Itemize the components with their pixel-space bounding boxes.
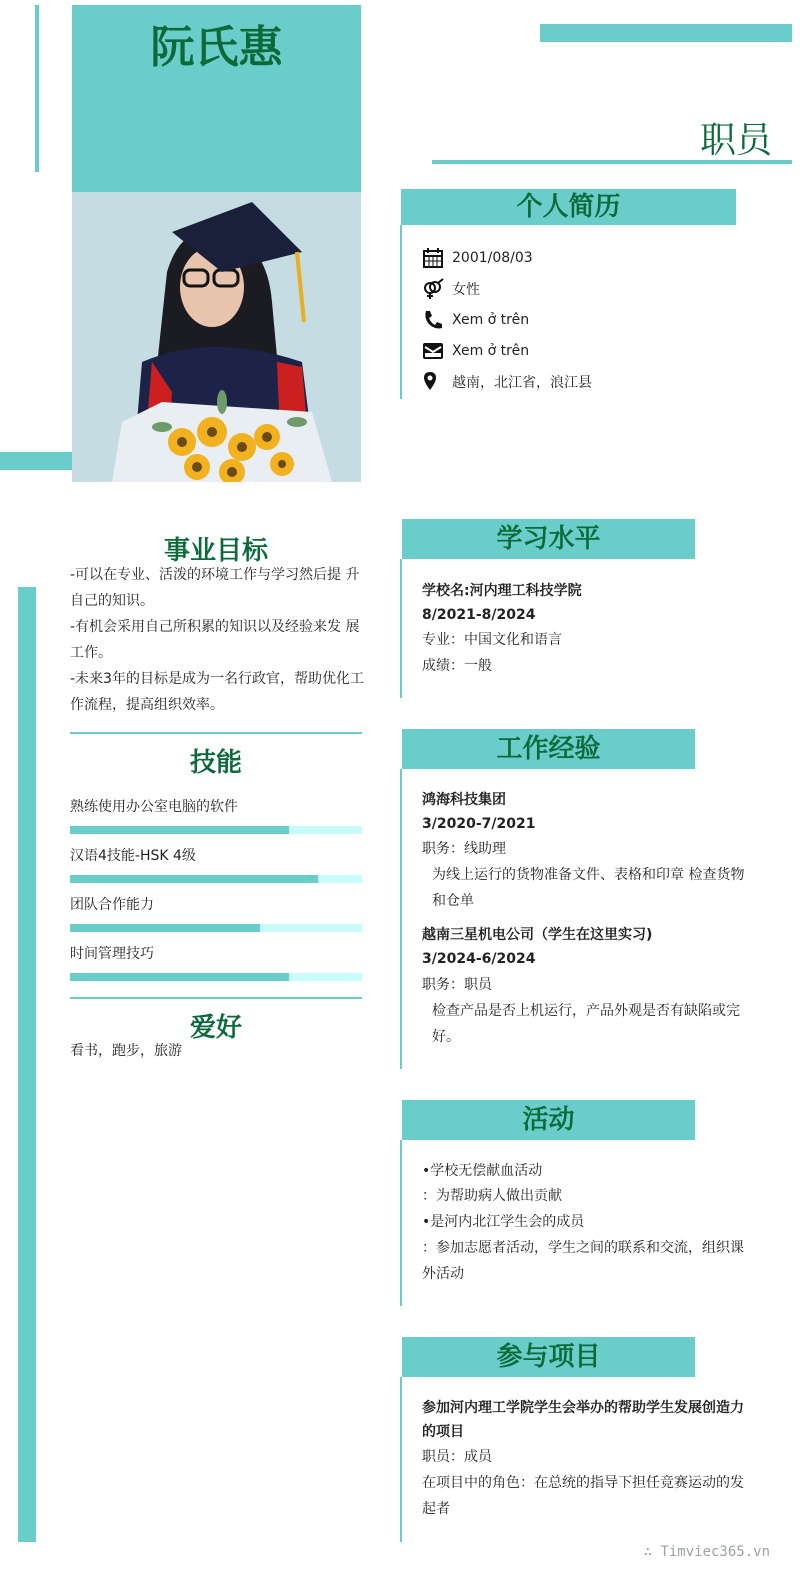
phone-icon bbox=[422, 309, 444, 331]
hobbies-section-title: 爱好 bbox=[189, 1013, 242, 1043]
objective-line-1: -可以在专业、活泼的环境工作与学习然后提 升 bbox=[70, 567, 360, 583]
skill-item bbox=[70, 845, 362, 883]
personal-section-title: 个人简历 bbox=[401, 189, 736, 225]
gender-row bbox=[422, 277, 480, 301]
objective-line-3: -有机会采用自己所积累的知识以及经验来发 展 bbox=[70, 619, 360, 635]
objective-line-4: 工作。 bbox=[70, 645, 112, 661]
job-title: 职员 bbox=[699, 120, 772, 161]
birthday-row bbox=[422, 246, 533, 270]
skill-bar-track bbox=[70, 973, 362, 981]
skills-divider bbox=[70, 997, 362, 999]
job-1-company: 鸿海科技集团 bbox=[422, 792, 506, 808]
skill-item bbox=[70, 894, 362, 932]
decor-top-right-bar bbox=[540, 24, 792, 42]
project-role: 职员：成员 bbox=[422, 1449, 492, 1465]
birthday-value: 2001/08/03 bbox=[452, 250, 533, 266]
objective-line-5: -未来3年的目标是成为一名行政官，帮助优化工 bbox=[70, 671, 364, 687]
education-school: 学校名:河内理工科技学院 bbox=[422, 583, 582, 599]
skills-section-title: 技能 bbox=[189, 748, 242, 778]
education-section-line bbox=[400, 559, 402, 698]
email-value: Xem ở trên bbox=[452, 343, 530, 359]
address-value: 越南，北江省，浪江县 bbox=[452, 375, 592, 391]
address-row bbox=[422, 370, 592, 394]
project-desc-line-2: 起者 bbox=[422, 1501, 450, 1517]
project-name-line-1: 参加河内理工学院学生会举办的帮助学生发展创造力 bbox=[422, 1400, 744, 1416]
skill-item bbox=[70, 943, 362, 981]
education-section-title: 学习水平 bbox=[402, 519, 695, 559]
job-1-role: 职务：线助理 bbox=[422, 841, 506, 857]
profile-photo bbox=[72, 192, 361, 482]
job-1-desc-line-1: 为线上运行的货物准备文件、表格和印章 检查货物 bbox=[432, 867, 745, 883]
name-block bbox=[72, 5, 361, 193]
gender-icon bbox=[422, 278, 444, 300]
activity-line-1: •学校无偿献血活动 bbox=[422, 1163, 543, 1179]
skill-bar-fill bbox=[70, 973, 289, 981]
education-major: 专业：中国文化和语言 bbox=[422, 632, 562, 648]
project-desc-line-1: 在项目中的角色：在总统的指导下担任竞赛运动的发 bbox=[422, 1475, 744, 1491]
activity-line-5: 外活动 bbox=[422, 1266, 464, 1282]
skill-label: 熟练使用办公室电脑的软件 bbox=[70, 799, 238, 815]
experience-section-title: 工作经验 bbox=[402, 729, 695, 769]
education-period: 8/2021-8/2024 bbox=[422, 607, 536, 623]
activity-line-4: ：参加志愿者活动，学生之间的联系和交流，组织课 bbox=[422, 1240, 744, 1256]
skill-label: 时间管理技巧 bbox=[70, 946, 154, 962]
activity-line-3: •是河内北江学生会的成员 bbox=[422, 1214, 585, 1230]
decor-left-horizontal bbox=[0, 452, 72, 470]
objective-line-2: 自己的知识。 bbox=[70, 593, 154, 609]
experience-section-line bbox=[400, 769, 402, 1069]
objective-line-6: 作流程，提高组织效率。 bbox=[70, 697, 224, 713]
projects-section-line bbox=[400, 1377, 402, 1542]
job-2-desc-line-2: 好。 bbox=[432, 1029, 460, 1045]
project-name-line-2: 的项目 bbox=[422, 1424, 464, 1440]
job-2-role: 职务：职员 bbox=[422, 977, 492, 993]
job-2-desc-line-1: 检查产品是否上机运行，产品外观是否有缺陷或完 bbox=[432, 1003, 740, 1019]
job-1-period: 3/2020-7/2021 bbox=[422, 816, 536, 832]
location-pin-icon bbox=[422, 371, 444, 393]
education-grade: 成绩：一般 bbox=[422, 658, 492, 674]
activity-line-2: ：为帮助病人做出贡献 bbox=[422, 1188, 562, 1204]
envelope-icon bbox=[422, 340, 444, 362]
skill-bar-fill bbox=[70, 924, 260, 932]
skill-bar-track bbox=[70, 875, 362, 883]
job-1-desc-line-2: 和仓单 bbox=[432, 893, 474, 909]
decor-left-vertical-long bbox=[18, 587, 36, 1542]
job-2-company: 越南三星机电公司（学生在这里实习) bbox=[422, 927, 653, 943]
skill-bar-track bbox=[70, 924, 362, 932]
skill-bar-fill bbox=[70, 826, 289, 834]
hobbies-text: 看书，跑步，旅游 bbox=[70, 1043, 182, 1059]
skill-label: 汉语4技能-HSK 4级 bbox=[70, 848, 196, 864]
phone-value: Xem ở trên bbox=[452, 312, 530, 328]
email-row bbox=[422, 339, 529, 363]
skill-bar-fill bbox=[70, 875, 318, 883]
job-2-period: 3/2024-6/2024 bbox=[422, 951, 536, 967]
activities-section-title: 活动 bbox=[402, 1100, 695, 1140]
skill-label: 团队合作能力 bbox=[70, 897, 154, 913]
projects-section-title: 参与项目 bbox=[402, 1337, 695, 1377]
objective-divider bbox=[70, 732, 362, 734]
skill-item bbox=[70, 796, 362, 834]
decor-left-vertical-top bbox=[35, 5, 39, 172]
watermark: ∴ Timviec365.vn bbox=[643, 1544, 770, 1560]
gender-value: 女性 bbox=[452, 282, 480, 298]
phone-row bbox=[422, 308, 529, 332]
skill-bar-track bbox=[70, 826, 362, 834]
activities-section-line bbox=[400, 1140, 402, 1306]
calendar-icon bbox=[422, 247, 444, 269]
objective-section-title: 事业目标 bbox=[163, 536, 268, 566]
personal-section-line bbox=[400, 225, 402, 399]
candidate-name: 阮氏惠 bbox=[150, 22, 283, 73]
